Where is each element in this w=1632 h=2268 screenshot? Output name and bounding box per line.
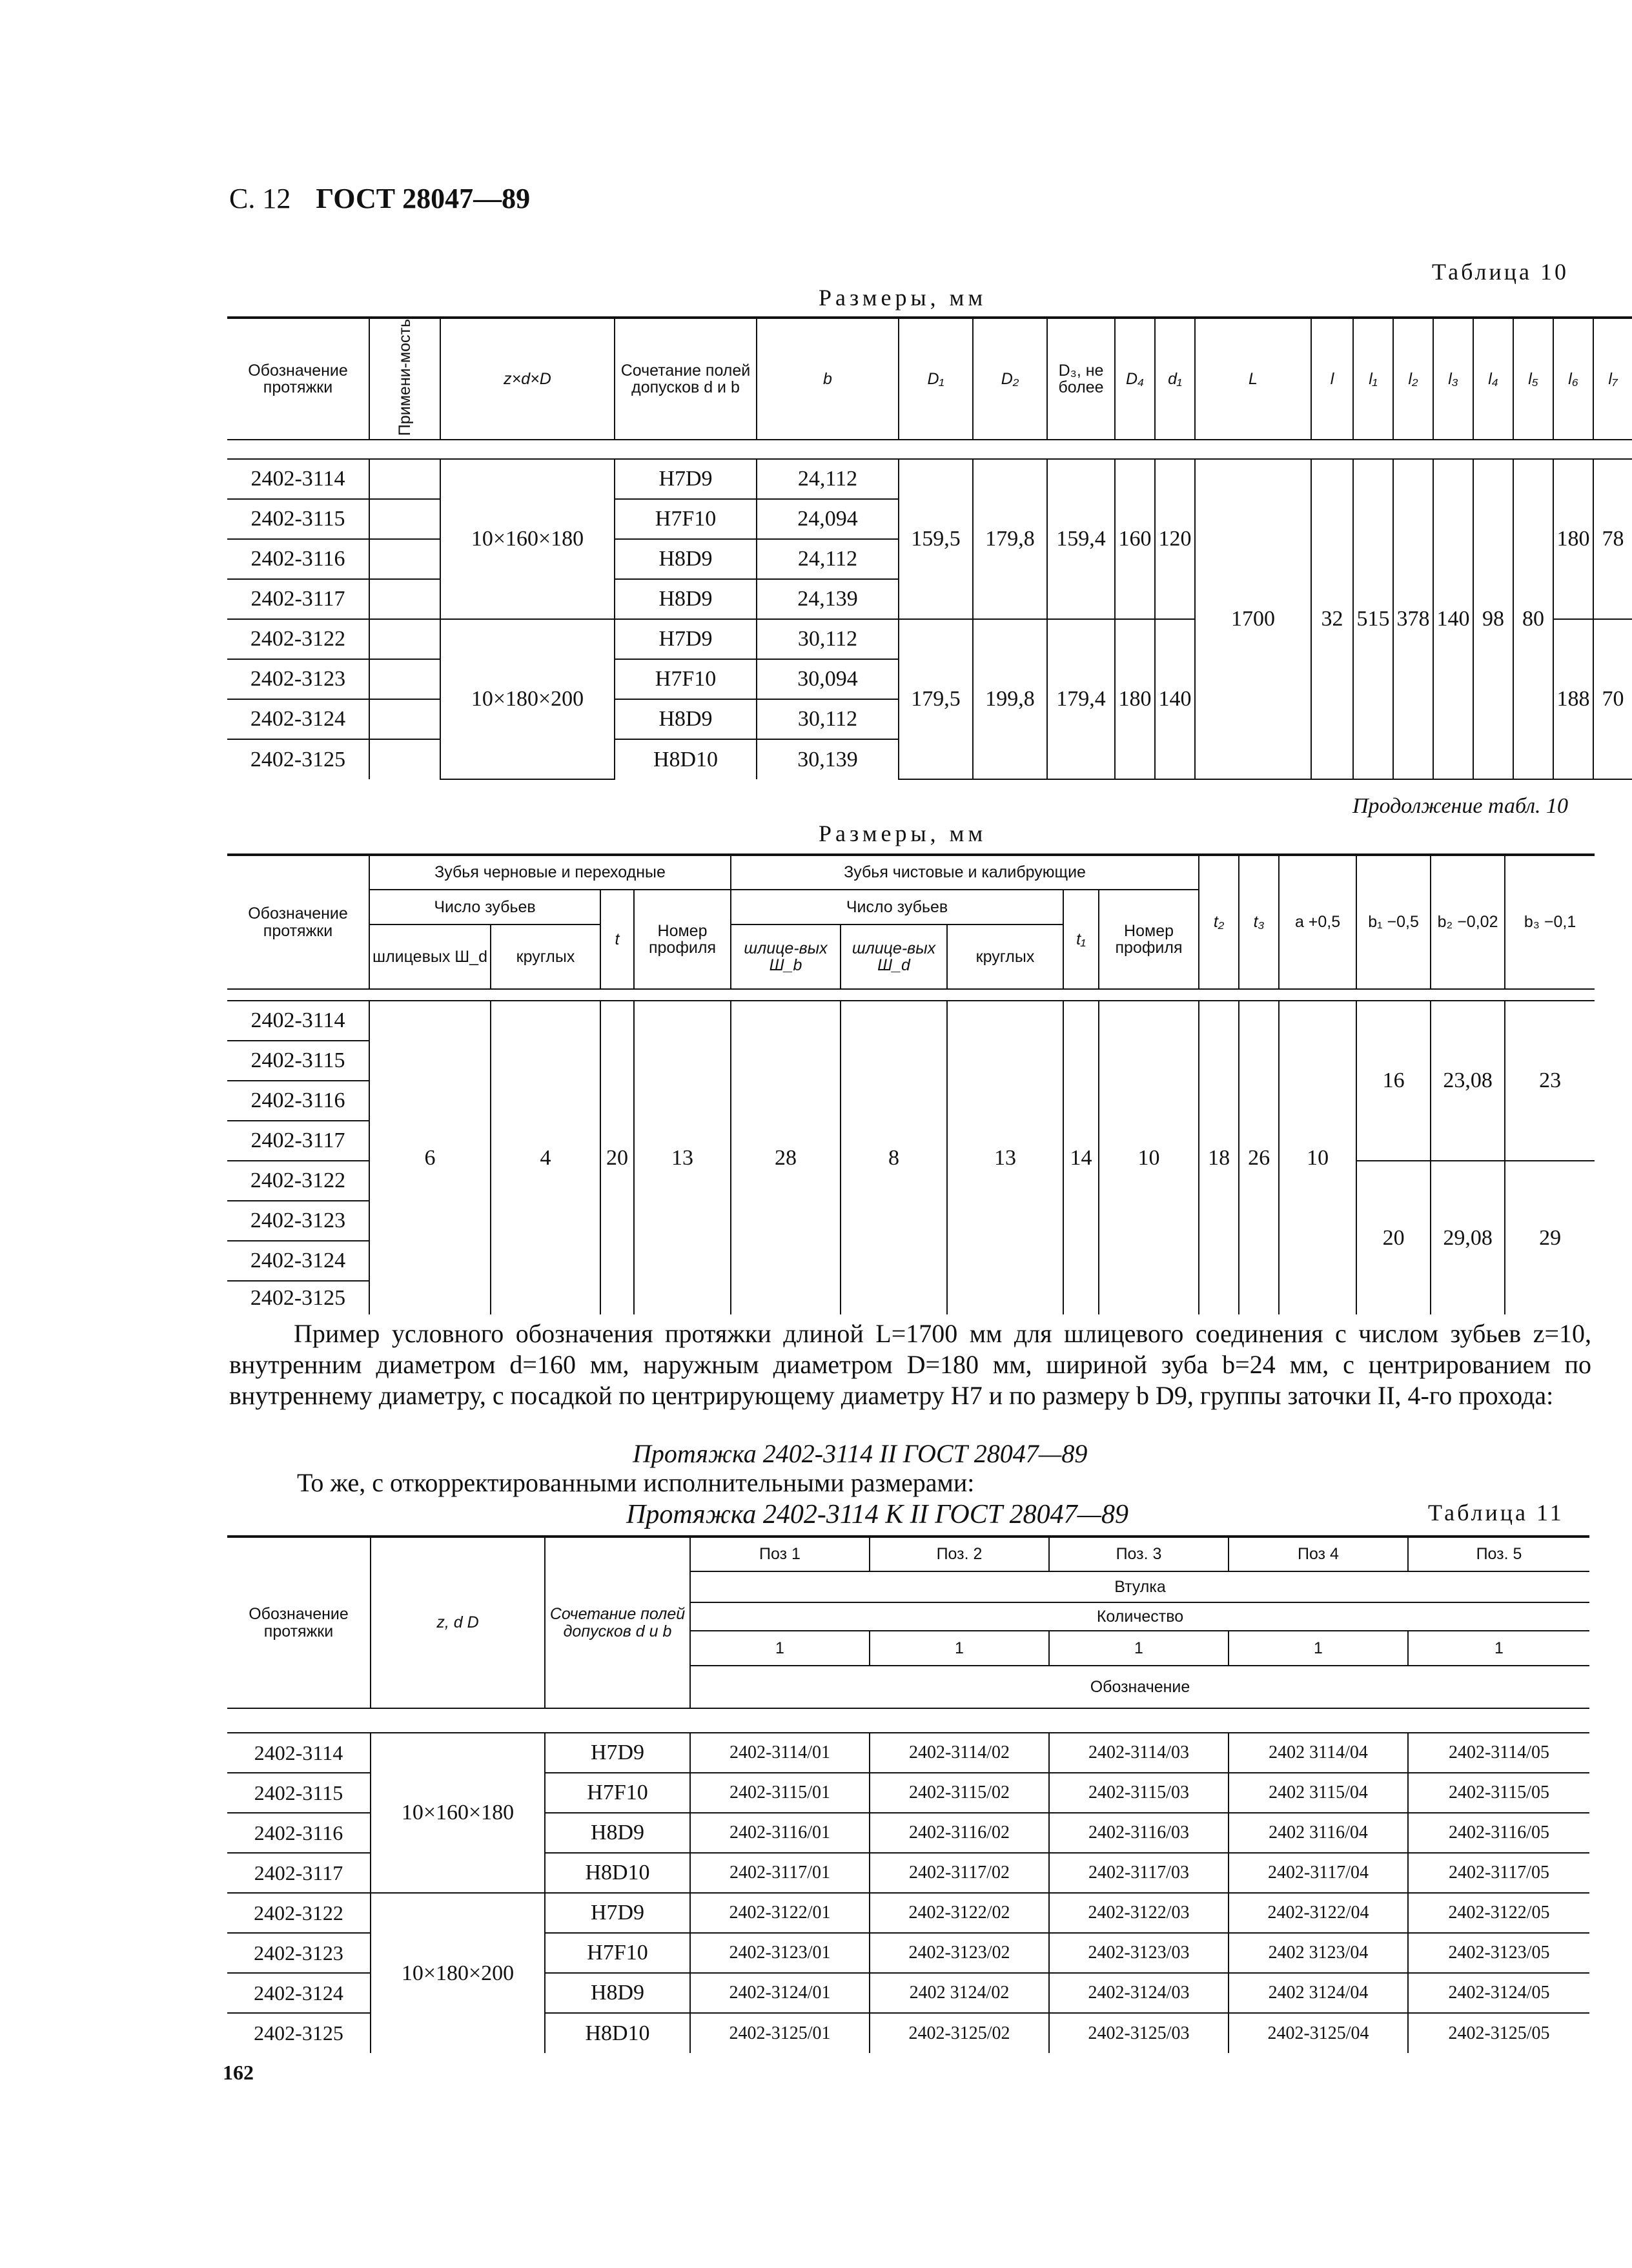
table-11 (227, 1535, 1589, 1734)
t11-pos: 2402-3117/04 (1229, 1853, 1408, 1893)
t10-D2-2: 199,8 (973, 619, 1047, 779)
t10c-round2: 13 (947, 1001, 1063, 1314)
t10-l7-1: 78 (1593, 459, 1632, 619)
t10c-h-code: Обозначение протяжки (227, 855, 369, 989)
t11-tol: H7F10 (545, 1773, 690, 1813)
t11-h-qty: Количество (690, 1602, 1589, 1631)
t11-code: 2402-3122 (227, 1893, 371, 1933)
table10-cont-caption: Размеры, мм (819, 821, 987, 846)
t10-zdD-1: 10×160×180 (440, 459, 615, 619)
t10c-h-spline-b: шлице-вых Ш_b (731, 925, 841, 989)
table-10 (227, 316, 1632, 780)
t11-pos: 2402-3115/01 (690, 1773, 870, 1813)
t10-D3-2: 179,4 (1047, 619, 1115, 779)
example-paragraph: Пример условного обозначения протяжки длиной L=1700 мм для шлицевого соединения с числом зубьев z=10, внутренним диаметром d=160 мм, наружным диаметром D=180 мм, шириной зуба b=24 мм, с центрированием по внутреннему диаметру, с посадкой по центрирующему диаметру H7 и по размеру b D9, группы заточки II, 4-го прохода: (229, 1319, 1591, 1410)
t11-pos: 2402-3122/03 (1049, 1893, 1229, 1933)
t10-code: 2402-3115 (227, 499, 369, 539)
t10-b: 30,094 (757, 659, 899, 699)
page-header (229, 182, 530, 215)
page-number: 162 (223, 2061, 254, 2084)
t11-pos: 2402-3123/01 (690, 1933, 870, 1973)
t11-tol: H7D9 (545, 1733, 690, 1773)
t10c-h-round: круглых (491, 925, 600, 989)
t10-tol: H8D10 (615, 739, 757, 779)
t11-h-pos2: Поз. 2 (870, 1537, 1049, 1571)
t11-qty-2: 1 (870, 1631, 1049, 1666)
t11-h-code: Обозначение протяжки (227, 1537, 371, 1708)
t10c-profile2: 10 (1099, 1001, 1199, 1314)
t11-pos: 2402-3124/03 (1049, 1973, 1229, 2013)
t11-h-pos3: Поз. 3 (1049, 1537, 1229, 1571)
t11-tol: H8D9 (545, 1973, 690, 2013)
table11-label: Таблица 11 (1428, 1500, 1564, 1526)
t11-pos: 2402 3114/04 (1229, 1733, 1408, 1773)
t10-l1: 515 (1353, 459, 1393, 779)
t10-h-b: b (757, 318, 899, 440)
t11-pos: 2402-3116/01 (690, 1813, 870, 1853)
t10-h-D1: D₁ (899, 318, 973, 440)
gost-title: ГОСТ 28047—89 (316, 183, 531, 214)
t10c-t: 20 (600, 1001, 634, 1314)
t10-h-l4: l₄ (1473, 318, 1513, 440)
t10c-h-count: Число зубьев (369, 890, 600, 925)
t11-pos: 2402-3117/02 (870, 1853, 1049, 1893)
t10-l4: 98 (1473, 459, 1513, 779)
t10c-profile: 13 (634, 1001, 731, 1314)
t10c-h-finish: Зубья чистовые и калибрующие (731, 855, 1199, 890)
t11-pos: 2402-3116/03 (1049, 1813, 1229, 1853)
t11-pos: 2402-3124/01 (690, 1973, 870, 2013)
t11-pos: 2402-3123/05 (1408, 1933, 1589, 1973)
t10c-h-spline-d: шлицевых Ш_d (369, 925, 491, 989)
t11-pos: 2402-3122/04 (1229, 1893, 1408, 1933)
t11-h-pos5: Поз. 5 (1408, 1537, 1589, 1571)
t11-pos: 2402 3123/04 (1229, 1933, 1408, 1973)
t10c-h-b1: b₁ −0,5 (1356, 855, 1431, 989)
t10-h-l5: l₅ (1513, 318, 1553, 440)
t10c-h-t: t (600, 890, 634, 989)
t10-code: 2402-3114 (227, 459, 369, 499)
t10-b: 30,139 (757, 739, 899, 779)
t10-code: 2402-3117 (227, 579, 369, 619)
t10-L: 1700 (1195, 459, 1311, 779)
t10c-b2-2: 29,08 (1431, 1161, 1505, 1314)
t10c-h-rough: Зубья черновые и переходные (369, 855, 731, 890)
t10-code: 2402-3122 (227, 619, 369, 659)
t10-h-l7: l₇ (1593, 318, 1632, 440)
t10-l7-2: 70 (1593, 619, 1632, 779)
t11-code: 2402-3123 (227, 1933, 371, 1973)
t10-D4-2: 180 (1115, 619, 1155, 779)
t11-pos: 2402-3123/03 (1049, 1933, 1229, 1973)
t11-h-pos4: Поз 4 (1229, 1537, 1408, 1571)
t11-h-designation: Обозначение (690, 1666, 1589, 1708)
t10c-code: 2402-3115 (227, 1041, 369, 1081)
t10c-t1: 14 (1063, 1001, 1099, 1314)
t10-l3: 140 (1433, 459, 1473, 779)
t10-l6-1: 180 (1553, 459, 1593, 619)
t10c-code: 2402-3117 (227, 1121, 369, 1161)
t10-h-l2: l₂ (1393, 318, 1433, 440)
t11-qty-3: 1 (1049, 1631, 1229, 1666)
t10c-code: 2402-3123 (227, 1201, 369, 1241)
t11-pos: 2402 3115/04 (1229, 1773, 1408, 1813)
t10-h-D4: D₄ (1115, 318, 1155, 440)
t11-h-zdD: z, d D (371, 1537, 545, 1708)
t10-l: 32 (1311, 459, 1353, 779)
t10-d1-2: 140 (1155, 619, 1195, 779)
t11-pos: 2402-3125/04 (1229, 2013, 1408, 2053)
t11-pos: 2402-3123/02 (870, 1933, 1049, 1973)
table10-caption: Размеры, мм (819, 285, 987, 311)
t10c-spline-d: 6 (369, 1001, 491, 1314)
t10c-a: 10 (1279, 1001, 1356, 1314)
t11-pos: 2402-3115/03 (1049, 1773, 1229, 1813)
page-label: С. 12 (229, 183, 291, 214)
t10c-h-a: a +0,5 (1279, 855, 1356, 989)
t10c-t3: 26 (1239, 1001, 1279, 1314)
t11-zdD-1: 10×160×180 (371, 1733, 545, 1893)
t10-l6-2: 188 (1553, 619, 1593, 779)
t10c-b1-2: 20 (1356, 1161, 1431, 1314)
t10c-b3-2: 29 (1505, 1161, 1595, 1314)
t10-h-l: l (1311, 318, 1353, 440)
t10c-code: 2402-3116 (227, 1081, 369, 1121)
t10c-b1-1: 16 (1356, 1001, 1431, 1161)
example-designation: Протяжка 2402-3114 II ГОСТ 28047—89 (633, 1439, 1088, 1468)
t11-qty-4: 1 (1229, 1631, 1408, 1666)
t10-b: 30,112 (757, 619, 899, 659)
t10-tol: H8D9 (615, 539, 757, 579)
t10c-h-t2: t₂ (1199, 855, 1239, 989)
t10-h-D2: D₂ (973, 318, 1047, 440)
t11-code: 2402-3114 (227, 1733, 371, 1773)
t10-h-applicability: Примени-мость (369, 318, 440, 440)
t10-zdD-2: 10×180×200 (440, 619, 615, 779)
t10-tol: H8D9 (615, 699, 757, 739)
t11-pos: 2402-3117/05 (1408, 1853, 1589, 1893)
t10-h-d1: d₁ (1155, 318, 1195, 440)
example-designation-corrected: Протяжка 2402-3114 К II ГОСТ 28047—89 (626, 1500, 1128, 1529)
t11-pos: 2402 3124/04 (1229, 1973, 1408, 2013)
t10c-h-t3: t₃ (1239, 855, 1279, 989)
t11-pos: 2402-3125/02 (870, 2013, 1049, 2053)
t10-tol: H7F10 (615, 499, 757, 539)
t10c-round: 4 (491, 1001, 600, 1314)
t11-h-sleeve: Втулка (690, 1571, 1589, 1602)
t11-pos: 2402-3117/03 (1049, 1853, 1229, 1893)
t10c-h-t1: t₁ (1063, 890, 1099, 989)
t10-tol: H8D9 (615, 579, 757, 619)
t11-pos: 2402-3124/05 (1408, 1973, 1589, 2013)
t10c-code: 2402-3122 (227, 1161, 369, 1201)
t11-pos: 2402-3116/05 (1408, 1813, 1589, 1853)
t10c-spline-d2: 8 (841, 1001, 947, 1314)
t11-qty-5: 1 (1408, 1631, 1589, 1666)
t10-h-l1: l₁ (1353, 318, 1393, 440)
t10-h-zdD: z×d×D (440, 318, 615, 440)
t11-tol: H8D10 (545, 1853, 690, 1893)
t10c-code: 2402-3114 (227, 1001, 369, 1041)
t11-tol: H7D9 (545, 1893, 690, 1933)
table-11-body (227, 1732, 1589, 2053)
t10-tol: H7D9 (615, 619, 757, 659)
t10-b: 24,139 (757, 579, 899, 619)
t11-code: 2402-3117 (227, 1853, 371, 1893)
t11-pos: 2402-3114/02 (870, 1733, 1049, 1773)
t11-qty-1: 1 (690, 1631, 870, 1666)
t11-pos: 2402-3122/01 (690, 1893, 870, 1933)
t11-pos: 2402-3114/01 (690, 1733, 870, 1773)
t10-D4-1: 160 (1115, 459, 1155, 619)
t10-h-D3: D₃, не более (1047, 318, 1115, 440)
t10-h-tol: Сочетание полей допусков d и b (615, 318, 757, 440)
t10-D1-1: 159,5 (899, 459, 973, 619)
t11-pos: 2402-3125/05 (1408, 2013, 1589, 2053)
t10c-code: 2402-3125 (227, 1281, 369, 1314)
t11-code: 2402-3125 (227, 2013, 371, 2053)
t10-d1-1: 120 (1155, 459, 1195, 619)
t10-b: 24,094 (757, 499, 899, 539)
t11-pos: 2402-3115/02 (870, 1773, 1049, 1813)
t10c-code: 2402-3124 (227, 1241, 369, 1281)
t10-code: 2402-3123 (227, 659, 369, 699)
t11-code: 2402-3115 (227, 1773, 371, 1813)
t10c-h-profile2: Номер профиля (1099, 890, 1199, 989)
t11-pos: 2402-3125/01 (690, 2013, 870, 2053)
t10-D1-2: 179,5 (899, 619, 973, 779)
t10-b: 30,112 (757, 699, 899, 739)
t10-tol: H7F10 (615, 659, 757, 699)
t10-h-l6: l₆ (1553, 318, 1593, 440)
t10c-h-b3: b₃ −0,1 (1505, 855, 1595, 989)
t10c-b3-1: 23 (1505, 1001, 1595, 1161)
t11-pos: 2402-3122/02 (870, 1893, 1049, 1933)
t10-h-l3: l₃ (1433, 318, 1473, 440)
t10-D3-1: 159,4 (1047, 459, 1115, 619)
t11-pos: 2402-3117/01 (690, 1853, 870, 1893)
t11-h-tol: Сочетание полей допусков d и b (545, 1537, 690, 1708)
t10-l5: 80 (1513, 459, 1553, 779)
t10-h-L: L (1195, 318, 1311, 440)
t10c-spline-b: 28 (731, 1001, 841, 1314)
t11-tol: H8D9 (545, 1813, 690, 1853)
t10-b: 24,112 (757, 459, 899, 499)
t10-code: 2402-3125 (227, 739, 369, 779)
t10-h-code: Обозначение протяжки (227, 318, 369, 440)
t10-tol: H7D9 (615, 459, 757, 499)
t10-code: 2402-3124 (227, 699, 369, 739)
t11-pos: 2402 3124/02 (870, 1973, 1049, 2013)
t11-code: 2402-3124 (227, 1973, 371, 2013)
t11-pos: 2402-3125/03 (1049, 2013, 1229, 2053)
table10-label: Таблица 10 (1432, 259, 1569, 285)
t11-code: 2402-3116 (227, 1813, 371, 1853)
t10c-t2: 18 (1199, 1001, 1239, 1314)
t11-pos: 2402-3114/03 (1049, 1733, 1229, 1773)
t10c-b2-1: 23,08 (1431, 1001, 1505, 1161)
t10c-h-b2: b₂ −0,02 (1431, 855, 1505, 989)
t11-pos: 2402-3122/05 (1408, 1893, 1589, 1933)
t11-tol: H7F10 (545, 1933, 690, 1973)
t10c-h-spline-d2: шлице-вых Ш_d (841, 925, 947, 989)
t10-D2-1: 179,8 (973, 459, 1047, 619)
example-corrected-text: То же, с откорректированными исполнительными размерами: (297, 1468, 975, 1497)
t11-zdD-2: 10×180×200 (371, 1893, 545, 2053)
t11-pos: 2402 3116/04 (1229, 1813, 1408, 1853)
t11-tol: H8D10 (545, 2013, 690, 2053)
table10-cont-label: Продолжение табл. 10 (1352, 794, 1569, 818)
t11-pos: 2402-3116/02 (870, 1813, 1049, 1853)
t10-l2: 378 (1393, 459, 1433, 779)
t10-code: 2402-3116 (227, 539, 369, 579)
t10c-h-profile: Номер профиля (634, 890, 731, 989)
t11-pos: 2402-3114/05 (1408, 1733, 1589, 1773)
t10-b: 24,112 (757, 539, 899, 579)
t11-h-pos1: Поз 1 (690, 1537, 870, 1571)
t10c-h-count2: Число зубьев (731, 890, 1063, 925)
table-10-continuation (227, 853, 1595, 1314)
t11-pos: 2402-3115/05 (1408, 1773, 1589, 1813)
t10c-h-round2: круглых (947, 925, 1063, 989)
